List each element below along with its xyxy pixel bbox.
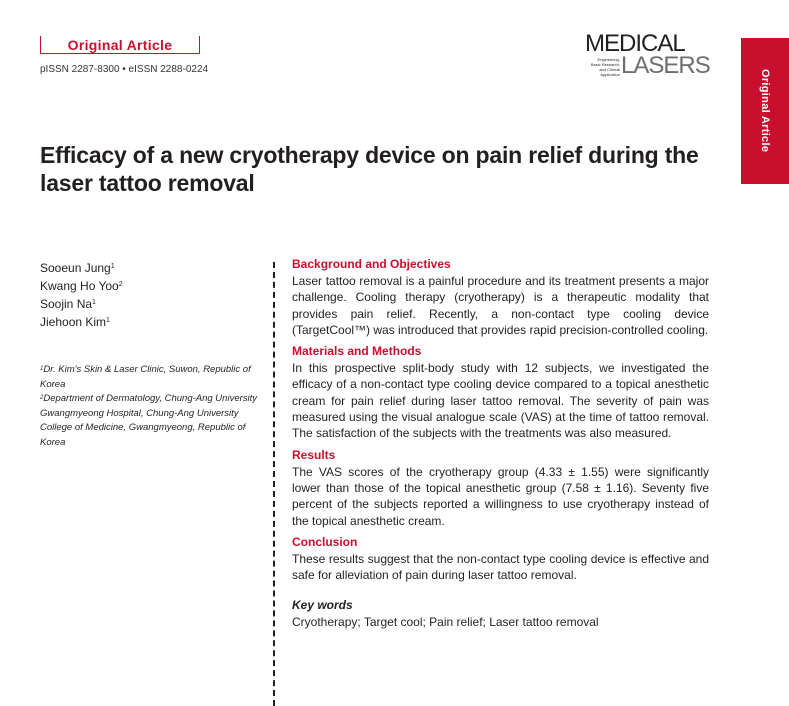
article-type-label: Original Article [67,37,173,53]
author: Kwang Ho Yoo$^2$ [40,279,123,293]
keywords-heading: Key words [292,598,353,613]
author: Jiehoon Kim$^1$ [40,315,110,329]
journal-logo [585,30,715,80]
column-divider [273,262,275,706]
methods-heading: Materials and Methods [292,344,422,359]
affiliation: $^1$Dr. Kim's Skin & Laser Clinic, Suwon, Republic of Korea [40,364,251,390]
conclusion-text: These results suggest that the non-contact type cooling device is effective and safe for alleviation of pain during laser tattoo removal. [292,551,709,583]
author: Sooeun Jung$^1$ [40,261,115,275]
keywords-text: Cryotherapy; Target cool; Pain relief; Laser tattoo removal [292,615,599,630]
logo-medical-text: MEDICAL [585,30,685,57]
conclusion-heading: Conclusion [292,534,358,549]
background-text: Laser tattoo removal is a painful procedure and its treatment presents a major challenge. Cooling therapy (cryotherapy) is a therapeutic modality that provides pain relief. Recently, a non-contact type cooling device (TargetCool™) was introduced that provides rapid precision-controlled cooling. [292,274,709,337]
logo-lasers-text: LASERS [621,52,710,79]
background-heading: Background and Objectives [292,257,451,271]
logo-subtitle: Engineering, Basic Research, and Clinical Application [590,57,620,77]
results-text: The VAS scores of the cryotherapy group (4.33 ± 1.55) were significantly lower than those of the topical anesthetic group (7.58 ± 1.16). Seventy five percent of the subjects reported a willingness to use cryotherapy instead of the topical anesthetic cream. [292,464,709,528]
side-tab-label-wrap [741,38,789,184]
article-title: Efficacy of a new cryotherapy device on pain relief during the laser tattoo removal [40,142,699,196]
author-list [40,259,260,331]
side-tab-label: Original Article [759,69,771,153]
methods-text: In this prospective split-body study with 12 subjects, we investigated the efficacy of a non-contact type cooling device compared to a topical anesthetic cream for pain relief during laser tattoo removal. The severity of pain was measured using the visual analogue scale (VAS) at the time of tattoo removal. The satisfaction of the subjects with the treatments was also measured. [292,361,709,441]
abstract [292,256,709,636]
author: Soojin Na$^1$ [40,297,96,311]
affiliation: $^2$Department of Dermatology, Chung-Ang University Gwangmyeong Hospital, Chung-Ang University College of Medicine, Gwangmyeong, Republic of Korea [40,393,258,448]
affiliation-list [40,363,265,450]
issn-line: pISSN 2287-8300 • eISSN 2288-0224 [40,64,209,75]
results-heading: Results [292,447,336,462]
